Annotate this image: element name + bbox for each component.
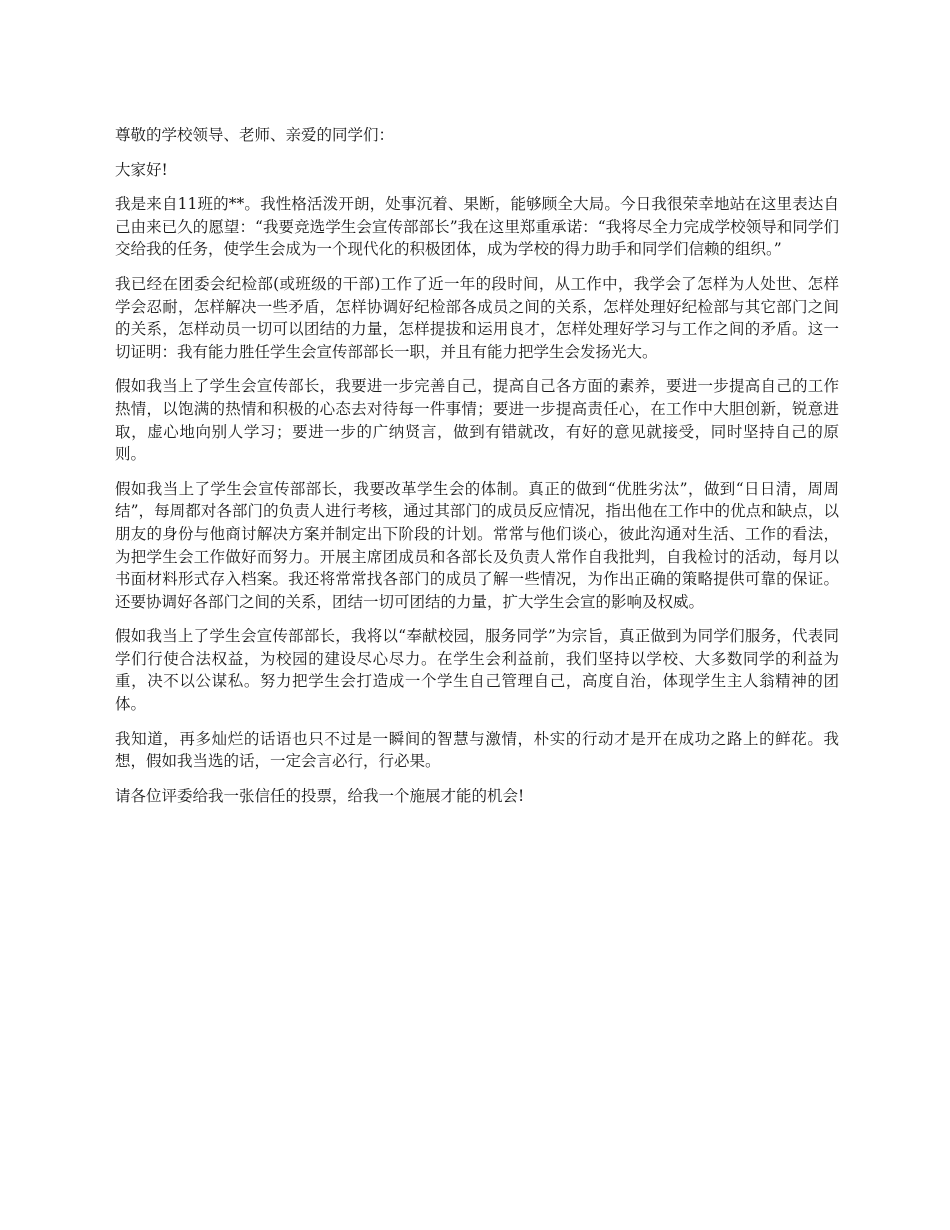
paragraph-action: 我知道，再多灿烂的话语也只不过是一瞬间的智慧与激情，朴实的行动才是开在成功之路上的鲜花。我想，假如我当选的话，一定会言必行，行必果。: [115, 729, 839, 771]
paragraph-intro: 我是来自11班的**。我性格活泼开朗，处事沉着、果断，能够顾全大局。今日我很荣幸地站在这里表达自己由来已久的愿望：“我要竞选学生会宣传部部长”我在这里郑重承诺：“我将尽全力完成学校领导和同学们交给我的任务，使学生会成为一个现代化的积极团体，成为学校的得力助手和同学们信赖的组织。”: [115, 195, 839, 259]
paragraph-service: 假如我当上了学生会宣传部部长，我将以“奉献校园，服务同学”为宗旨，真正做到为同学们服务，代表同学们行使合法权益，为校园的建设尽心尽力。在学生会利益前，我们坚持以学校、大多数同学的利益为重，决不以公谋私。努力把学生会打造成一个学生自己管理自己，高度自治，体现学生主人翁精神的团体。: [115, 627, 839, 714]
paragraph-reform: 假如我当上了学生会宣传部部长，我要改革学生会的体制。真正的做到“优胜劣汰”，做到“日日清，周周结”，每周都对各部门的负责人进行考核，通过其部门的成员反应情况，指出他在工作中的优点和缺点，以朋友的身份与他商讨解决方案并制定出下阶段的计划。常常与他们谈心，彼此沟通对生活、工作的看法，为把学生会工作做好而努力。开展主席团成员和各部长及负责人常作自我批判，自我检讨的活动，每月以书面材料形式存入档案。我还将常常找各部门的成员了解一些情况，为作出正确的策略提供可靠的保证。还要协调好各部门之间的关系，团结一切可团结的力量，扩大学生会宣的影响及权威。: [115, 479, 839, 611]
greeting: 大家好!: [115, 160, 168, 179]
speech-body: [115, 124, 839, 819]
salutation: 尊敬的学校领导、老师、亲爱的同学们：: [115, 126, 395, 144]
closing: 请各位评委给我一张信任的投票，给我一个施展才能的机会!: [115, 786, 525, 805]
paragraph-self-improvement: 假如我当上了学生会宣传部长，我要进一步完善自己，提高自己各方面的素养，要进一步提高自己的工作热情，以饱满的热情和积极的心态去对待每一件事情；要进一步提高责任心，在工作中大胆创新，锐意进取，虚心地向别人学习；要进一步的广纳贤言，做到有错就改，有好的意见就接受，同时坚持自己的原则。: [115, 377, 839, 464]
paragraph-experience: 我已经在团委会纪检部(或班级的干部)工作了近一年的段时间，从工作中，我学会了怎样为人处世、怎样学会忍耐，怎样解决一些矛盾，怎样协调好纪检部各成员之间的关系，怎样处理好纪检部与其它部门之间的关系，怎样动员一切可以团结的力量，怎样提拔和运用良才，怎样处理好学习与工作之间的矛盾。这一切证明：我有能力胜任学生会宣传部部长一职，并且有能力把学生会发扬光大。: [115, 274, 839, 361]
